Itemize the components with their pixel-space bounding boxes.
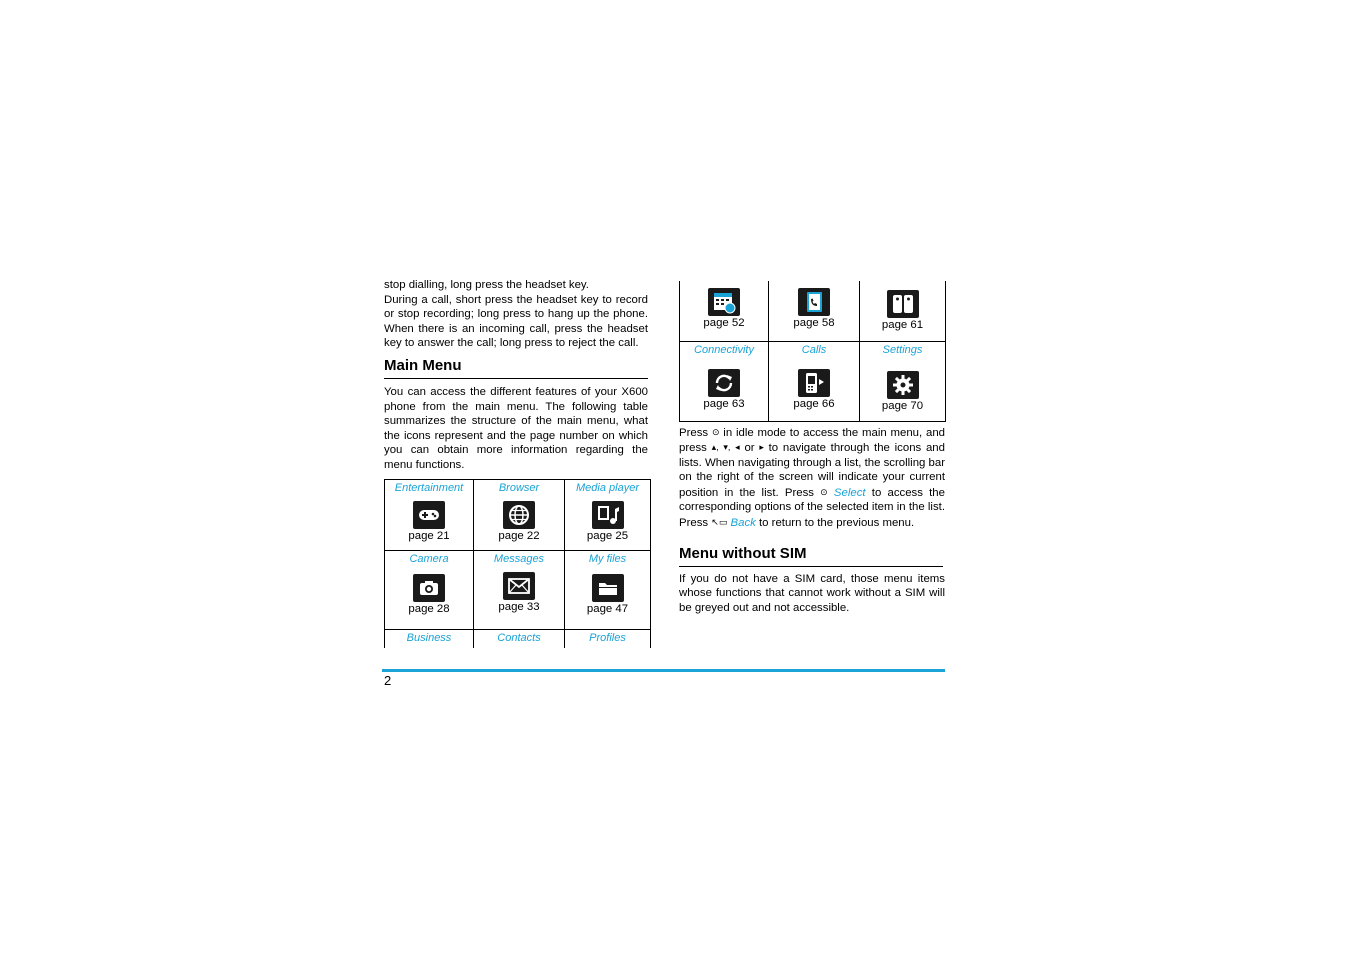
- menu-cell-profiles-icon: [860, 281, 946, 341]
- back-softkey-label: Back: [730, 517, 756, 530]
- navigation-paragraph: [679, 425, 945, 531]
- nav-text: to access the corresponding options of the selected item in the list. Press: [679, 486, 945, 530]
- envelope-icon: [503, 572, 535, 600]
- menu-without-sim-paragraph: If you do not have a SIM card, those menu items whose functions that cannot work without a SIM will be greyed out and not accessible.: [679, 572, 945, 614]
- menu-page: page 47: [586, 602, 629, 615]
- phonebook-icon: [798, 288, 830, 316]
- menu-cell-business: [385, 629, 474, 648]
- menu-label: Settings: [882, 343, 923, 356]
- nav-right-icon: ▸: [759, 442, 764, 453]
- nav-text: to return to the previous menu.: [759, 517, 915, 530]
- nav-left-icon: ◂: [735, 442, 740, 453]
- menu-cell-contacts-icon: [769, 281, 860, 341]
- menu-label: Contacts: [497, 631, 541, 644]
- menu-label: Connectivity: [694, 343, 754, 356]
- menu-cell-messages: [474, 550, 565, 629]
- music-film-icon: [592, 501, 624, 529]
- menu-cell-settings: [860, 341, 946, 421]
- menu-cell-connectivity: [680, 341, 769, 421]
- ok-key-icon: ⊙: [711, 426, 720, 437]
- select-softkey-label: Select: [833, 486, 866, 499]
- menu-cell-business-icon: [680, 281, 769, 341]
- menu-cell-contacts: [474, 629, 565, 648]
- menu-label: My files: [588, 552, 627, 565]
- menu-cell-camera: [385, 550, 474, 629]
- settings-gear-icon: [887, 371, 919, 399]
- nav-down-icon: ▾,: [723, 442, 731, 453]
- menu-cell-media-player: [565, 479, 651, 550]
- menu-page: page 28: [408, 602, 450, 615]
- intro-line-2: During a call, short press the headset key to record or stop recording; long press to hang up the phone. When there is an incoming call, press the headset key to answer the call; long press to reject the call.: [384, 293, 648, 350]
- nav-text: or: [744, 442, 755, 455]
- heading-rule: [679, 566, 943, 567]
- main-menu-paragraph: You can access the different features of your X600 phone from the main menu. The following table summarizes the structure of the main menu, what the icons represent and the page number on which you can obtain more information regarding the menu functions.: [384, 385, 648, 471]
- menu-label: Browser: [498, 481, 540, 494]
- menu-label: Calls: [801, 343, 827, 356]
- menu-cell-entertainment: [385, 479, 474, 550]
- menu-page: page 25: [586, 529, 629, 542]
- camera-icon: [413, 574, 445, 602]
- menu-page: page 22: [498, 529, 540, 542]
- nav-text: to navigate through the icons and lists. When navigating through a list, the scrolling bar on the right of the screen will indicate your current position in the list. Press: [679, 442, 945, 499]
- menu-page: page 66: [793, 397, 835, 410]
- menu-cell-browser: [474, 479, 565, 550]
- menu-cell-my-files: [565, 550, 651, 629]
- profiles-icon: [887, 290, 919, 318]
- menu-page: page 63: [703, 397, 745, 410]
- back-key-icon: ↖▭: [711, 517, 728, 528]
- menu-without-sim-heading: Menu without SIM: [679, 544, 807, 562]
- menu-label: Business: [406, 631, 452, 644]
- nav-text: in idle mode to access the main menu, and press: [679, 426, 945, 455]
- call-phone-icon: [798, 369, 830, 397]
- menu-label: Media player: [576, 481, 639, 494]
- heading-rule: [384, 378, 648, 379]
- menu-page: page 58: [793, 317, 835, 329]
- menu-label: Profiles: [589, 631, 626, 644]
- menu-page: page 33: [498, 600, 540, 613]
- gamepad-icon: [413, 501, 445, 529]
- menu-page: page 70: [881, 399, 924, 412]
- main-menu-heading: Main Menu: [384, 356, 462, 374]
- menu-label: Messages: [493, 552, 545, 565]
- globe-icon: [503, 501, 535, 529]
- main-menu-table-left: [384, 479, 651, 649]
- menu-page: page 21: [408, 529, 450, 542]
- menu-cell-profiles: [565, 629, 651, 648]
- footer-accent-bar: [382, 669, 945, 672]
- intro-line-1: stop dialling, long press the headset key.: [384, 279, 589, 291]
- right-column: [679, 281, 945, 615]
- nav-text: Press: [679, 426, 709, 439]
- folder-icon: [592, 574, 624, 602]
- calendar-icon: [708, 288, 740, 316]
- left-column: [384, 278, 648, 648]
- page-number: 2: [384, 673, 392, 688]
- menu-page: page 61: [881, 319, 924, 331]
- ok-key-icon: ⊙: [820, 486, 828, 497]
- nav-up-icon: ▴,: [711, 442, 719, 453]
- menu-label: Camera: [409, 552, 449, 565]
- main-menu-table-right: [679, 281, 946, 422]
- menu-page: page 52: [703, 317, 745, 329]
- menu-label: Entertainment: [394, 481, 464, 494]
- menu-cell-calls: [769, 341, 860, 421]
- sync-icon: [708, 369, 740, 397]
